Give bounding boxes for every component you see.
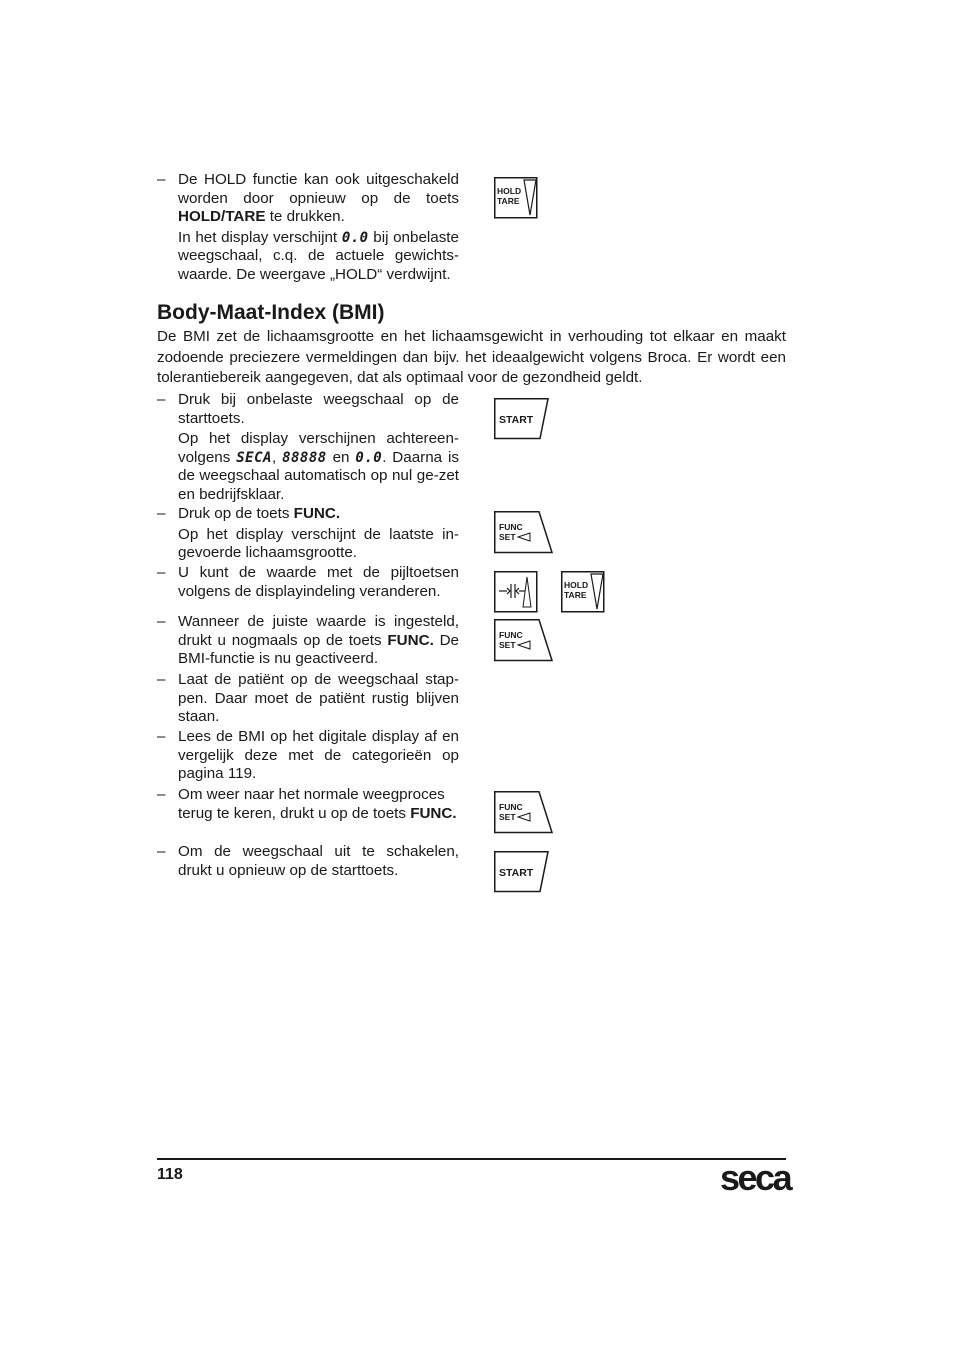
instruction-line: Op het display verschijnt de laatste in-gevoerde lichaamsgrootte. bbox=[178, 525, 459, 562]
instruction-line: U kunt de waarde met de pijltoetsen volgens de displayindeling veranderen. bbox=[178, 564, 459, 600]
key-name: FUNC. bbox=[387, 631, 434, 649]
key-name: FUNC. bbox=[293, 505, 341, 522]
section-heading: Body-Maat-Index (BMI) bbox=[157, 301, 385, 324]
display-readout: 88888 bbox=[282, 449, 327, 466]
hold-tare-key-icon bbox=[494, 177, 538, 219]
text: en bbox=[326, 448, 356, 466]
arrow-key-icon bbox=[494, 571, 538, 613]
instruction-line bbox=[178, 430, 459, 504]
instruction-line bbox=[178, 613, 459, 669]
key-label: SET bbox=[499, 640, 516, 650]
text: Wanneer de juiste waarde is ingesteld, drukt u nogmaals op de toets bbox=[178, 613, 459, 649]
hold-off-instruction bbox=[157, 171, 459, 285]
func-set-key-icon bbox=[494, 791, 554, 835]
bullet-dash: – bbox=[157, 564, 166, 581]
func-set-key-icon bbox=[494, 619, 554, 663]
key-label: TARE bbox=[564, 590, 587, 600]
key-name: FUNC. bbox=[410, 804, 457, 822]
page-number: 118 bbox=[157, 1166, 183, 1183]
bullet-dash: – bbox=[157, 728, 166, 745]
text: De HOLD functie kan ook uitgeschakeld worden door opnieuw op de toets bbox=[178, 171, 459, 207]
display-readout: SECA bbox=[236, 449, 272, 466]
text: Druk op de toets bbox=[178, 505, 294, 522]
step-read bbox=[157, 728, 459, 784]
display-readout: 0.0 bbox=[341, 229, 369, 246]
bullet-dash: – bbox=[157, 505, 166, 522]
key-label: TARE bbox=[497, 196, 520, 206]
instruction-line: Om de weegschaal uit te schakelen, drukt u opnieuw op de starttoets. bbox=[178, 843, 459, 879]
hold-tare-key-icon bbox=[561, 571, 605, 613]
text: bij onbelaste weegschaal, c.q. de actuele gewichts-waarde. De weergave „HOLD“ verdwijnt. bbox=[178, 228, 459, 283]
bullet-dash: – bbox=[157, 843, 166, 860]
step-patient bbox=[157, 671, 459, 727]
step-confirm bbox=[157, 613, 459, 669]
bmi-intro-paragraph: De BMI zet de lichaamsgrootte en het lichaamsgewicht in verhouding tot elkaar en maakt zodoende preciezere vermeldingen dan bijv. het ideaalgewicht volgens Broca. Er wordt een tolerantiebereik aangegeven, dat als optimaal voor de gezondheid geldt. bbox=[157, 328, 786, 387]
func-set-key-icon bbox=[494, 511, 554, 555]
key-label: START bbox=[499, 867, 534, 879]
footer-rule bbox=[157, 1158, 786, 1160]
text: , bbox=[271, 448, 283, 466]
instruction-line: Lees de BMI op het digitale display af en vergelijk deze met de categorieën op pagina 119. bbox=[178, 728, 459, 783]
instruction-line: Druk bij onbelaste weegschaal op de starttoets. bbox=[178, 391, 459, 427]
seca-logo: seca bbox=[720, 1157, 791, 1198]
bullet-dash: – bbox=[157, 171, 166, 188]
key-label: FUNC bbox=[499, 802, 523, 812]
step-start bbox=[157, 391, 459, 505]
key-label: HOLD bbox=[564, 580, 589, 590]
start-key-icon bbox=[494, 851, 550, 893]
bullet-dash: – bbox=[157, 613, 166, 630]
key-label: FUNC bbox=[499, 522, 523, 532]
instruction-line bbox=[178, 505, 459, 524]
key-label: SET bbox=[499, 532, 516, 542]
key-label: FUNC bbox=[499, 630, 523, 640]
text: In het display verschijnt bbox=[178, 228, 342, 246]
step-func bbox=[157, 505, 459, 563]
bullet-dash: – bbox=[157, 671, 166, 688]
step-arrow-keys bbox=[157, 564, 459, 601]
text: te drukken. bbox=[265, 208, 345, 226]
bullet-dash: – bbox=[157, 786, 166, 803]
key-label: SET bbox=[499, 812, 516, 822]
key-name: HOLD/TARE bbox=[178, 208, 266, 226]
text: Op het display verschijnen achtereen-volgens bbox=[178, 430, 459, 466]
start-key-icon bbox=[494, 398, 550, 440]
step-return bbox=[157, 786, 459, 823]
instruction-line: Laat de patiënt op de weegschaal stap-pen. Daar moet de patiënt rustig blijven staan. bbox=[178, 671, 459, 726]
key-label: HOLD bbox=[497, 186, 522, 196]
step-switch-off bbox=[157, 843, 459, 880]
instruction-line bbox=[178, 786, 459, 823]
instruction-line bbox=[178, 171, 459, 227]
bullet-dash: – bbox=[157, 391, 166, 408]
instruction-line bbox=[178, 229, 459, 285]
text: De BMI-functie is nu geactiveerd. bbox=[178, 631, 459, 668]
text: . Daarna is de weegschaal automatisch op nul ge-zet en bedrijfsklaar. bbox=[178, 448, 459, 503]
key-label: START bbox=[499, 414, 534, 426]
text: Om weer naar het normale weegproces terug te keren, drukt u op de toets bbox=[178, 786, 445, 822]
display-readout: 0.0 bbox=[355, 449, 383, 466]
